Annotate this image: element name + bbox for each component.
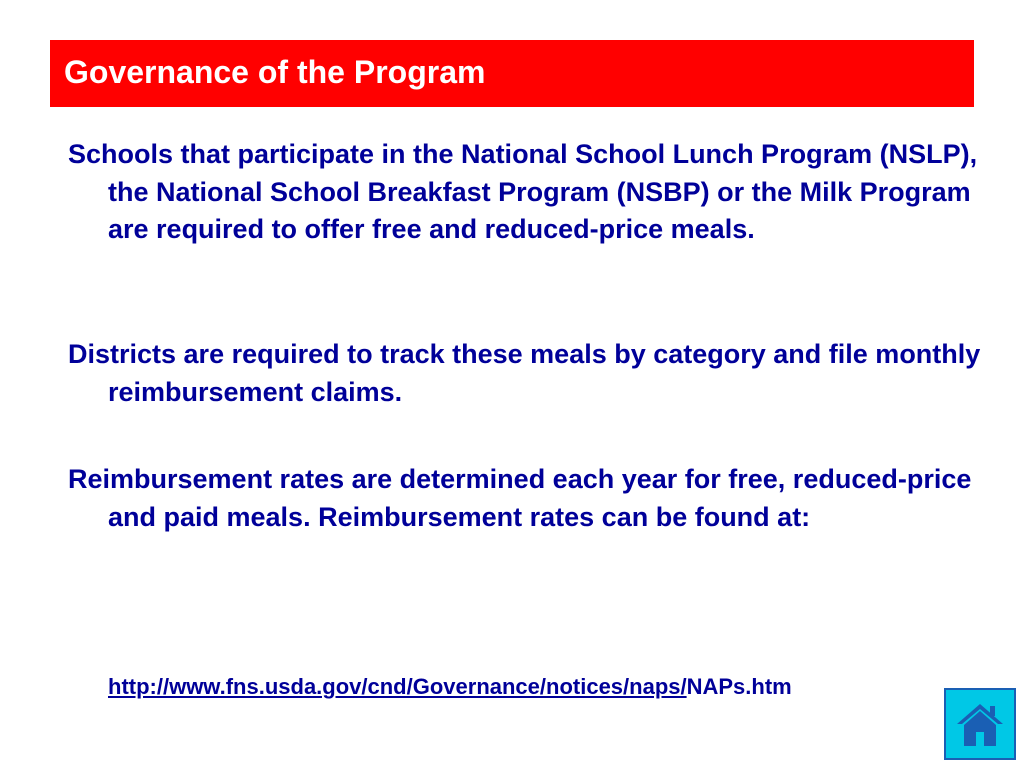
reimbursement-link-line [108,673,792,701]
reimbursement-rates-link[interactable]: http://www.fns.usda.gov/cnd/Governance/notices/naps/ [108,674,687,699]
link-suffix: NAPs.htm [686,674,792,699]
paragraph-text: Districts are required to track these meals by category and file monthly reimbursement claims. [68,339,981,407]
home-icon [954,698,1006,750]
paragraph-participation [68,136,988,249]
paragraph-text: Schools that participate in the National School Lunch Program (NSLP), the National School Breakfast Program (NSBP) or the Milk Program are required to offer free and reduced-price meals. [68,139,978,244]
paragraph-text: Reimbursement rates are determined each year for free, reduced-price and paid meals. Reimbursement rates can be found at: [68,464,972,532]
paragraph-reimbursement [68,461,988,536]
title-bar [50,40,974,107]
home-button[interactable] [944,688,1016,760]
slide-title: Governance of the Program [64,54,486,90]
paragraph-tracking [68,336,988,411]
